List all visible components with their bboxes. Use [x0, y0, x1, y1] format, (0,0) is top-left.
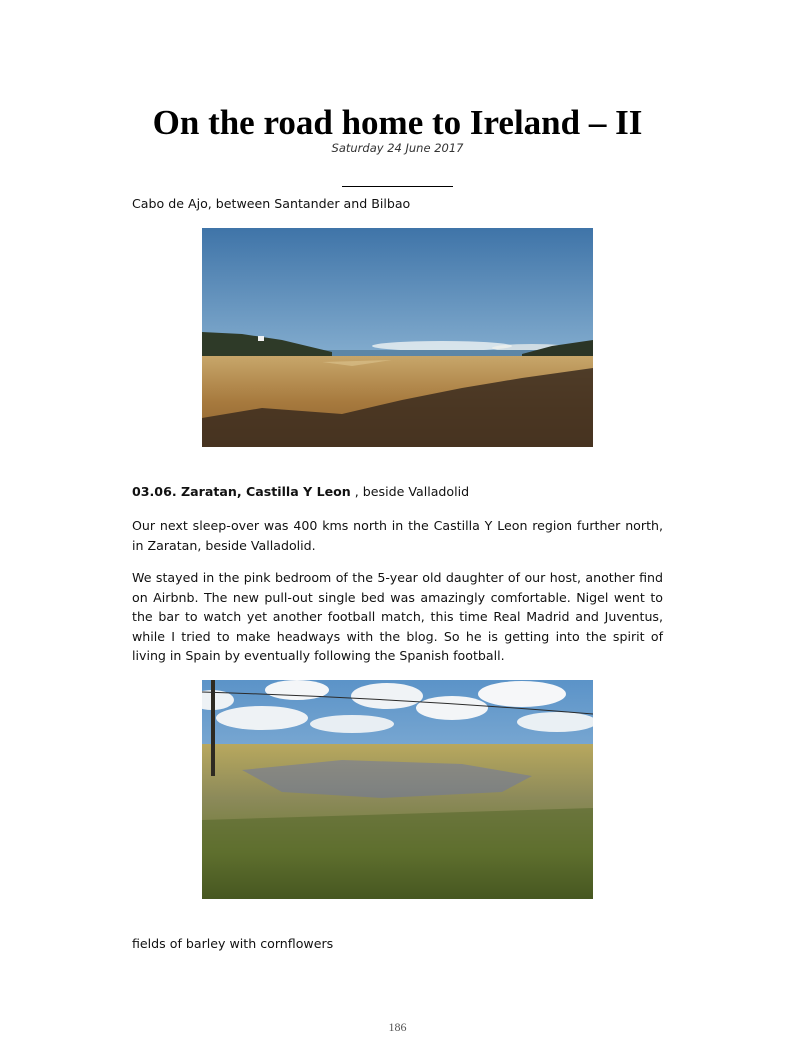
post-title: On the road home to Ireland – II	[152, 103, 643, 142]
title-divider	[342, 186, 453, 187]
barley-field-photo	[202, 680, 593, 899]
section-heading	[132, 482, 663, 502]
paragraph-pink-bedroom: We stayed in the pink bedroom of the 5-year old daughter of our host, another find on Airbnb. The new pull-out single bed was amazingly comfortable. Nigel went to the bar to watch yet another football match, this time Real Madrid and Juventus, while I tried to make headways with the blog. So he is getting into the spirit of living in Spain by eventually following the Spanish football.	[132, 570, 663, 663]
page-number: 186	[388, 1020, 407, 1034]
section-heading-suffix: , beside Valladolid	[350, 484, 470, 499]
paragraph-sleepover: Our next sleep-over was 400 kms north in the Castilla Y Leon region further north, in Zaratan, beside Valladolid.	[132, 518, 663, 553]
beach-photo	[202, 228, 593, 447]
post-date: Saturday 24 June 2017	[331, 141, 464, 155]
photo-caption-cabo-de-ajo: Cabo de Ajo, between Santander and Bilbao	[132, 196, 411, 211]
section-heading-location: 03.06. Zaratan, Castilla Y Leon	[132, 484, 351, 499]
photo-caption-barley: fields of barley with cornflowers	[132, 936, 334, 951]
